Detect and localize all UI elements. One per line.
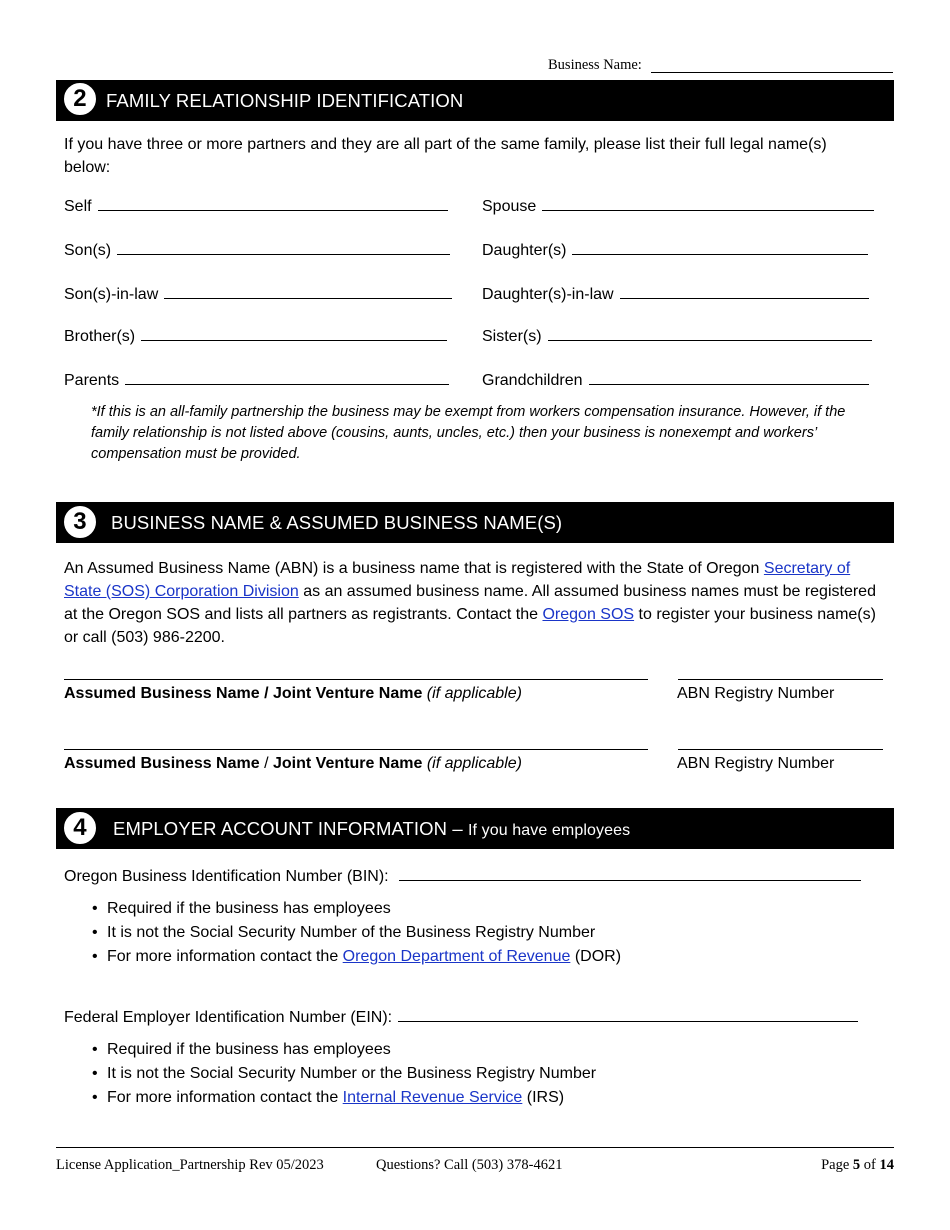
abn-name-input-1[interactable] xyxy=(64,679,648,680)
parents-label: Parents xyxy=(64,372,120,389)
abn-name-label-1 xyxy=(64,685,522,703)
abn-registry-label-2: ABN Registry Number xyxy=(677,755,835,772)
grandchildren-label: Grandchildren xyxy=(482,372,583,389)
bin-label: Oregon Business Identification Number (BIN): xyxy=(64,868,389,885)
sons-in-law-input[interactable] xyxy=(164,284,452,299)
sons-in-law-label: Son(s)-in-law xyxy=(64,286,159,303)
bin-field-row xyxy=(64,866,861,886)
grandchildren-input[interactable] xyxy=(589,370,869,385)
footer-form-id: License Application_Partnership Rev 05/2023 xyxy=(56,1157,324,1173)
self-label: Self xyxy=(64,198,92,215)
spouse-label: Spouse xyxy=(482,198,537,215)
sons-field-row xyxy=(64,240,450,260)
brothers-field-row xyxy=(64,326,447,346)
ein-bullet-list xyxy=(92,1038,872,1110)
sisters-label: Sister(s) xyxy=(482,328,542,345)
list-item: • It is not the Social Security Number or the Business Registry Number xyxy=(92,1062,872,1086)
daughters-input[interactable] xyxy=(572,240,868,255)
sos-corporation-division-link[interactable]: Secretary of State (SOS) Corporation Division xyxy=(64,560,851,600)
family-exemption-note: *If this is an all-family partnership the business may be exempt from workers compensation insurance. However, if the family relationship is not listed above (cousins, aunts, uncles, etc.) then your business is nonexempt and workers’ compensation must be provided. xyxy=(91,404,846,462)
oregon-dor-link[interactable]: Oregon Department of Revenue xyxy=(342,948,571,965)
abn-name-input-2[interactable] xyxy=(64,749,648,750)
ein-more-prefix: For more information contact the xyxy=(107,1089,339,1106)
oregon-sos-link[interactable]: Oregon SOS xyxy=(542,606,635,623)
page-of: of xyxy=(863,1157,876,1173)
footer-page-number xyxy=(821,1157,894,1174)
ein-field-row xyxy=(64,1007,858,1027)
abn-name-label-a: Assumed Business Name xyxy=(64,755,260,772)
sons-label: Son(s) xyxy=(64,242,112,259)
section-2-title: FAMILY RELATIONSHIP IDENTIFICATION xyxy=(106,90,464,111)
sisters-input[interactable] xyxy=(548,326,872,341)
daughters-in-law-field-row xyxy=(482,284,869,304)
section-4-header xyxy=(56,808,894,849)
brothers-label: Brother(s) xyxy=(64,328,136,345)
section-3-paragraph xyxy=(64,557,876,649)
list-item: • Required if the business has employees xyxy=(92,1038,872,1062)
abn-registry-label-1: ABN Registry Number xyxy=(677,685,835,702)
bin-more-prefix: For more information contact the xyxy=(107,948,339,965)
list-item xyxy=(92,1086,872,1110)
ein-input[interactable] xyxy=(398,1007,858,1022)
sons-input[interactable] xyxy=(117,240,450,255)
brothers-input[interactable] xyxy=(141,326,447,341)
list-item: • It is not the Social Security Number of the Business Registry Number xyxy=(92,921,872,945)
page-total: 14 xyxy=(879,1157,894,1173)
business-name-header xyxy=(548,57,642,74)
page-current: 5 xyxy=(852,1157,861,1173)
if-applicable-text: (if applicable) xyxy=(426,685,522,702)
section-4-title xyxy=(113,818,630,840)
ein-label: Federal Employer Identification Number (EIN): xyxy=(64,1009,393,1026)
abn-intro-text: An Assumed Business Name (ABN) is a business name that is registered with the State of Oregon xyxy=(64,560,760,577)
daughters-field-row xyxy=(482,240,868,260)
abn-name-label-2 xyxy=(64,755,522,773)
self-input[interactable] xyxy=(98,196,448,211)
self-field-row xyxy=(64,196,448,216)
section-4-subtitle: If you have employees xyxy=(468,822,631,839)
spouse-field-row xyxy=(482,196,874,216)
footer-divider xyxy=(56,1147,894,1148)
daughters-in-law-label: Daughter(s)-in-law xyxy=(482,286,614,303)
section-4-number: 4 xyxy=(62,810,98,846)
abn-registry-input-1[interactable] xyxy=(678,679,883,680)
daughters-in-law-input[interactable] xyxy=(620,284,869,299)
footer-questions: Questions? Call (503) 378-4621 xyxy=(376,1157,563,1173)
parents-input[interactable] xyxy=(125,370,449,385)
if-applicable-text: (if applicable) xyxy=(426,755,522,772)
abn-name-sep: / xyxy=(259,755,273,772)
list-item xyxy=(92,945,872,969)
bin-input[interactable] xyxy=(399,866,861,881)
page-prefix: Page xyxy=(821,1157,850,1173)
sisters-field-row xyxy=(482,326,872,346)
abn-registration-text: as an assumed business name. All assumed business names must be registered at the Oregon SOS and lists all partners as registrants. Contact the xyxy=(64,583,876,623)
sons-in-law-field-row xyxy=(64,284,452,304)
section-2-number: 2 xyxy=(62,81,98,117)
list-item: • Required if the business has employees xyxy=(92,897,872,921)
irs-link[interactable]: Internal Revenue Service xyxy=(342,1089,523,1106)
abn-name-label-b: Joint Venture Name xyxy=(272,755,423,772)
bin-more-suffix: (DOR) xyxy=(574,948,622,965)
section-3-title: BUSINESS NAME & ASSUMED BUSINESS NAME(S) xyxy=(111,512,563,533)
section-4-title-text: EMPLOYER ACCOUNT INFORMATION – xyxy=(113,818,463,839)
bin-bullet-list xyxy=(92,897,872,969)
section-3-header xyxy=(56,502,894,543)
parents-field-row xyxy=(64,370,449,390)
section-2-intro: If you have three or more partners and they are all part of the same family, please list their full legal name(s) below: xyxy=(64,136,827,176)
abn-contact-text: to register your business name(s) or call (503) 986-2200. xyxy=(64,606,876,646)
business-name-field[interactable] xyxy=(651,72,893,73)
section-2-header xyxy=(56,80,894,121)
abn-name-label-text: Assumed Business Name / Joint Venture Name xyxy=(64,685,423,702)
daughters-label: Daughter(s) xyxy=(482,242,567,259)
abn-registry-input-2[interactable] xyxy=(678,749,883,750)
section-3-number: 3 xyxy=(62,504,98,540)
spouse-input[interactable] xyxy=(542,196,874,211)
grandchildren-field-row xyxy=(482,370,869,390)
business-name-label: Business Name: xyxy=(548,57,642,73)
ein-more-suffix: (IRS) xyxy=(526,1089,565,1106)
